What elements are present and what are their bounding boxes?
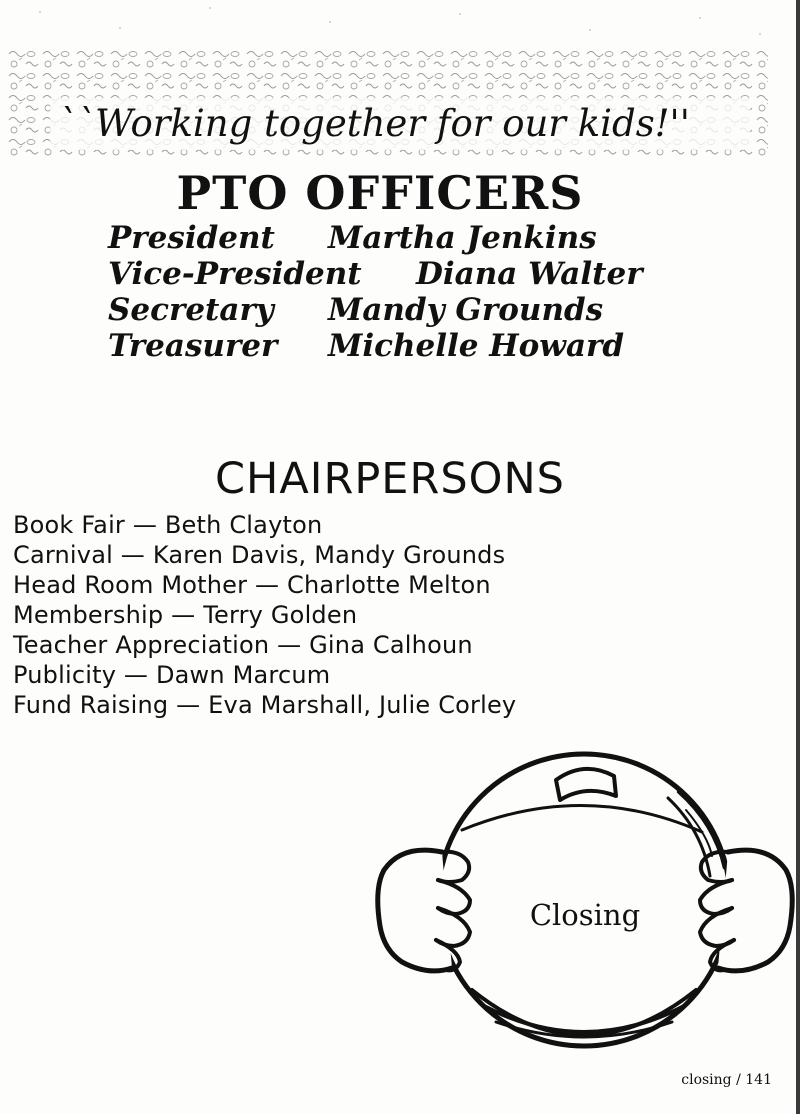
officer-name: Mandy Grounds [328, 292, 604, 328]
officer-name: Diana Walter [416, 256, 643, 292]
page-footer [650, 1070, 772, 1090]
chairpersons-list [13, 510, 713, 720]
officers-heading: PTO OFFICERS [176, 166, 584, 220]
officer-row-vice-president [108, 256, 788, 292]
chairperson-item: Book Fair — Beth Clayton [13, 511, 323, 539]
officer-name: Michelle Howard [328, 328, 625, 364]
closing-caption: Closing [529, 898, 641, 932]
officer-row-treasurer [108, 328, 788, 364]
officer-row-secretary [108, 292, 788, 328]
chairperson-item: Teacher Appreciation — Gina Calhoun [13, 631, 473, 659]
officer-role: President [108, 220, 275, 256]
chairperson-item: Membership — Terry Golden [13, 601, 358, 629]
chairperson-item: Carnival — Karen Davis, Mandy Grounds [13, 541, 506, 569]
chairperson-item: Publicity — Dawn Marcum [13, 661, 331, 689]
chairperson-item: Head Room Mother — Charlotte Melton [13, 571, 491, 599]
officer-role: Treasurer [108, 328, 278, 364]
officer-role: Vice-President [108, 256, 362, 292]
chairperson-item: Fund Raising — Eva Marshall, Julie Corley [13, 691, 517, 719]
chairpersons-heading: CHAIRPERSONS [215, 454, 565, 504]
footer-page-number: 141 [745, 1072, 772, 1088]
top-speckle-texture [0, 0, 796, 42]
officer-name: Martha Jenkins [328, 220, 597, 256]
motto-slogan: ``Working together for our kids!'' [50, 98, 750, 150]
officer-row-president [108, 220, 788, 256]
footer-section: closing [681, 1072, 732, 1088]
officer-role: Secretary [108, 292, 274, 328]
footer-separator: / [736, 1072, 741, 1088]
officers-list [108, 220, 788, 364]
